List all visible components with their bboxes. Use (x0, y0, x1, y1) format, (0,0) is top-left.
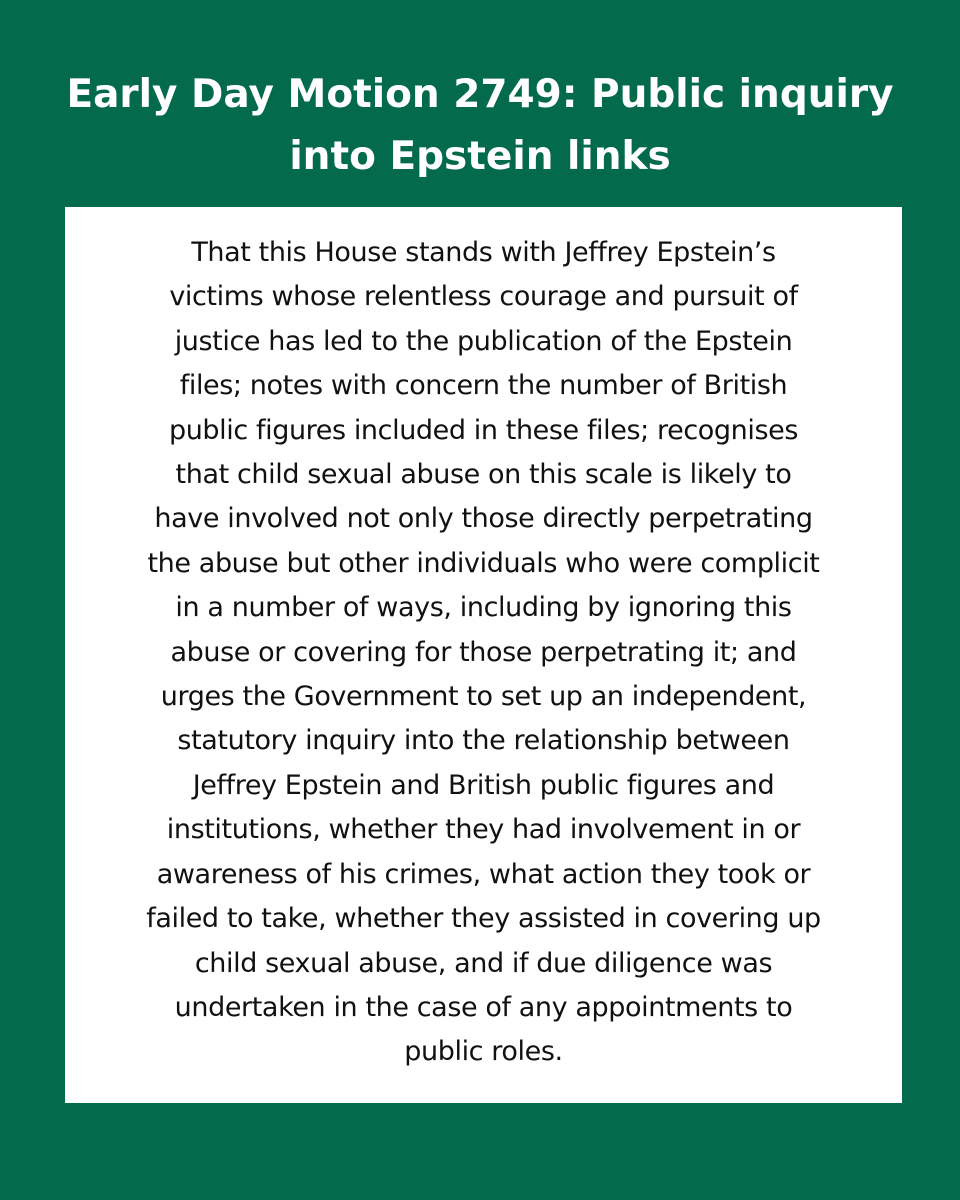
motion-title (40, 64, 920, 188)
motion-text-line: files; notes with concern the number of British (179, 370, 788, 402)
motion-text-line: the abuse but other individuals who were complicit (147, 547, 820, 579)
motion-text-line: undertaken in the case of any appointments to (174, 991, 793, 1023)
motion-text-line: abuse or covering for those perpetrating it; and (170, 636, 797, 668)
motion-text-line: child sexual abuse, and if due diligence was (194, 947, 773, 979)
motion-text-card (65, 207, 902, 1103)
motion-text-line: awareness of his crimes, what action they took or (156, 858, 811, 890)
motion-text-line: have involved not only those directly perpetrating (154, 503, 813, 535)
motion-text-line: That this House stands with Jeffrey Epstein’s (191, 237, 776, 268)
motion-text-line: Jeffrey Epstein and British public figures and (192, 769, 775, 801)
motion-text-line: public roles. (404, 1036, 563, 1068)
title-line: into Epstein links (289, 134, 671, 179)
title-line: Early Day Motion 2749: Public inquiry (66, 72, 894, 117)
motion-text-line: that child sexual abuse on this scale is likely to (175, 459, 792, 491)
motion-text-line: public figures included in these files; recognises (168, 414, 798, 446)
motion-text (73, 231, 894, 1075)
motion-text-line: statutory inquiry into the relationship between (177, 725, 790, 757)
motion-text-line: victims whose relentless courage and pursuit of (169, 281, 798, 313)
motion-text-line: failed to take, whether they assisted in covering up (146, 903, 821, 935)
motion-text-line: in a number of ways, including by ignoring this (175, 592, 792, 624)
motion-text-line: justice has led to the publication of the Epstein (174, 325, 793, 357)
motion-text-line: institutions, whether they had involvement in or (166, 814, 801, 846)
motion-text-line: urges the Government to set up an independent, (160, 681, 807, 713)
